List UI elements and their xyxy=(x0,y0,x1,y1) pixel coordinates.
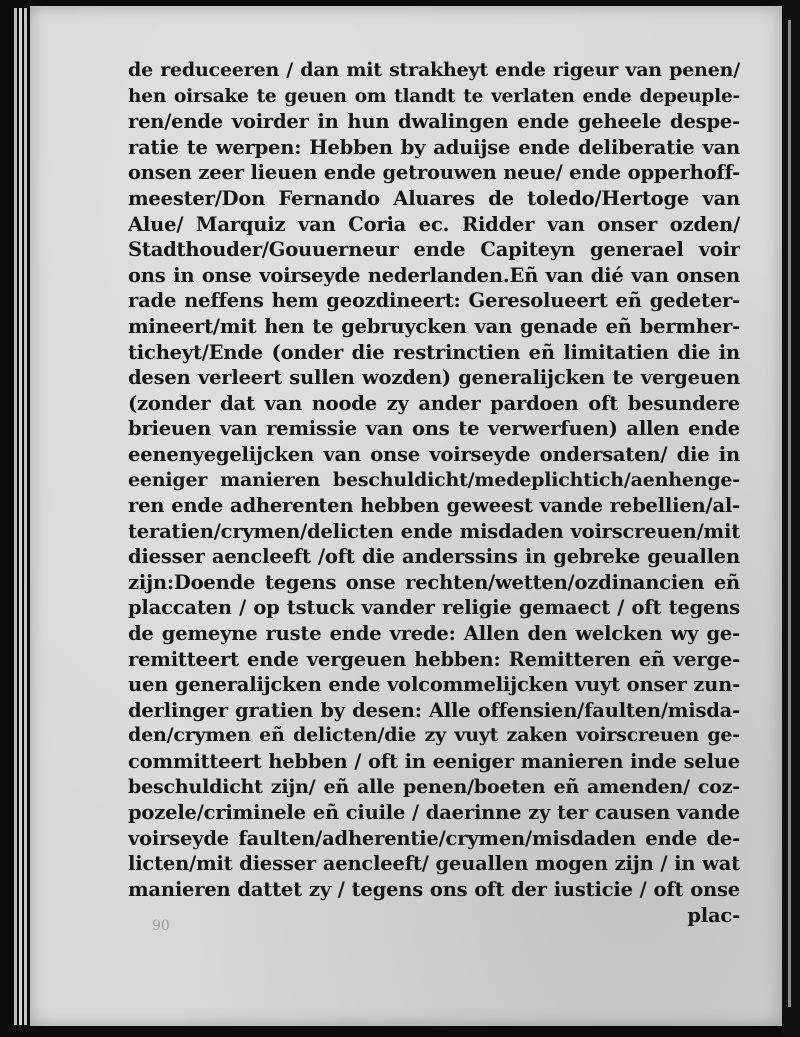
text-line: beschuldicht zijn/ eñ alle penen/boeten eñ amenden/ coz- xyxy=(128,775,740,798)
text-line: derlinger gratien by desen: Alle offensien/faulten/misda- xyxy=(128,698,740,722)
text-line: teratien/crymen/delicten ende misdaden voirscreuen/mit xyxy=(128,519,740,543)
text-line: placcaten / op tstuck vander religie gemaect / oft tegens xyxy=(128,596,740,620)
text-line: brieuen van remissie van ons te verwerfuen) allen ende xyxy=(128,417,740,441)
text-line: ren ende adherenten hebben geweest vande rebellien/al- xyxy=(128,494,740,518)
text-line: (zonder dat van noode zy ander pardoen oft besundere xyxy=(128,391,740,415)
text-line: ratie te werpen: Hebben by aduijse ende deliberatie van xyxy=(128,135,740,159)
text-line: onsen zeer lieuen ende getrouwen neue/ ende opperhoff- xyxy=(128,161,740,185)
text-line: Stadthouder/Gouuerneur ende Capiteyn generael voir xyxy=(128,238,740,262)
text-line: eenenyegelijcken van onse voirseyde ondersaten/ die in xyxy=(128,442,740,466)
text-line: zijn:Doende tegens onse rechten/wetten/ozdinancien eñ xyxy=(128,570,740,594)
page-edge xyxy=(24,8,27,1025)
text-line: ons in onse voirseyde nederlanden.Eñ van dié van onsen xyxy=(128,263,740,287)
text-line: uen generalijcken ende volcommelijcken vuyt onser zun- xyxy=(128,673,740,697)
text-line: rade neffens hem geozdineert: Geresolueert eñ gedeter- xyxy=(128,289,740,313)
text-line: manieren dattet zy / tegens ons oft der iusticie / oft onse xyxy=(128,878,740,901)
text-line: meester/Don Fernando Aluares de toledo/Hertoge van xyxy=(128,186,740,210)
binding-shadow xyxy=(782,0,800,1037)
text-line: voirseyde faulten/adherentie/crymen/misdaden ende de- xyxy=(128,826,740,850)
text-line: mineert/mit hen te gebruycken van genade eñ bermher- xyxy=(128,314,740,338)
text-line: desen verleert sullen wozden) generalijcken te vergeuen xyxy=(128,366,740,390)
text-line: committeert hebben / oft in eeniger manieren inde selue xyxy=(128,750,740,774)
text-line: pozele/criminele eñ ciuile / daerinne zy ter causen vande xyxy=(128,801,740,825)
page-edge xyxy=(19,8,22,1025)
text-line: plac- xyxy=(687,903,740,927)
text-line: licten/mit diesser aencleeft/ geuallen mogen zijn / in wat xyxy=(128,852,740,876)
page-edge xyxy=(14,8,17,1025)
blackletter-text-block xyxy=(128,58,740,928)
text-line: remitteert ende vergeuen hebben: Remitteren eñ verge- xyxy=(128,647,740,671)
text-line: eeniger manieren beschuldicht/medeplichtich/aenhenge- xyxy=(128,468,740,491)
text-line: ticheyt/Ende (onder die restrinctien eñ limitatien die in xyxy=(128,340,740,364)
page-number: 90 xyxy=(152,918,170,934)
text-line: diesser aencleeft /oft die anderssins in gebreke geuallen xyxy=(128,545,740,569)
text-line: ren/ende voirder in hun dwalingen ende geheele despe- xyxy=(128,110,740,134)
text-line: de reduceeren / dan mit strakheyt ende rigeur van penen/ xyxy=(128,59,740,81)
text-line: den/crymen eñ delicten/die zy vuyt zaken voirscreuen ge- xyxy=(128,724,740,747)
text-line: de gemeyne ruste ende vrede: Allen den welcken wy ge- xyxy=(128,622,740,646)
text-line: hen oirsake te geuen om tlandt te verlaten ende depeuple- xyxy=(128,85,740,107)
text-line: Alue/ Marquiz van Coria ec. Ridder van onser ozden/ xyxy=(128,212,740,236)
